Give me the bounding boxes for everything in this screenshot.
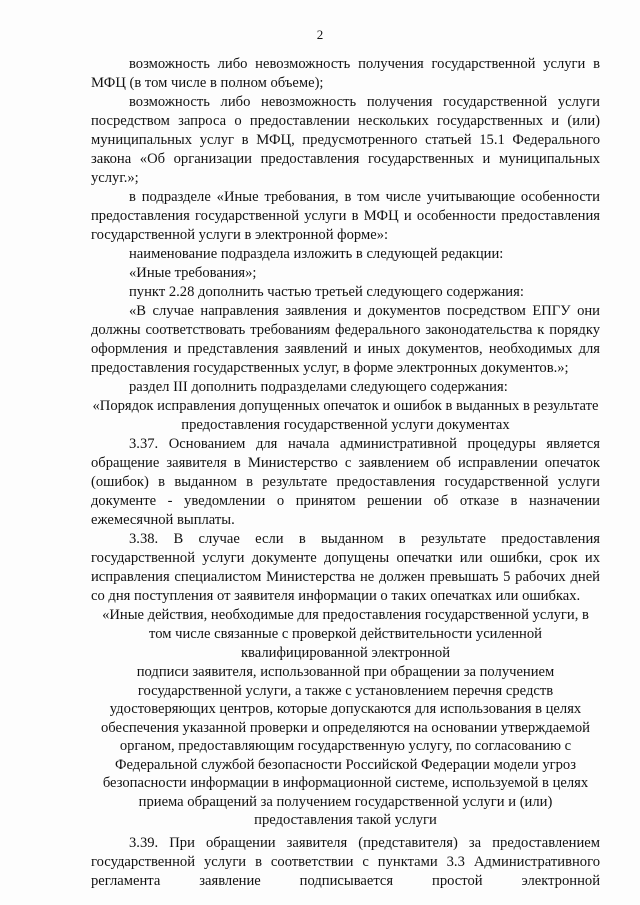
paragraph: 3.37. Основанием для начала административной процедуры является обращение заявителя в Министерство с заявлением об исправлении опечаток (ошибок) в выданном в результате предоставления государственной услуги документе - уведомлении о принятом решении об отказе в назначении ежемесячной выплаты. (91, 436, 600, 528)
subsection-heading-continued: подписи заявителя, использованной при обращении за получением государственной услуги, а также с установлением перечня средств удостоверяющих центров, которые допускаются для использования в целях обеспечения указанной проверки и определяются на основании утверждаемой органом, предоставляющим государственную услугу, по согласованию с Федеральной службой безопасности Российской Федерации модели угроз безопасности информации в информационной системе, используемой в целях приема обращений за получением государственной услуги и (или) предоставления такой услуги (100, 664, 590, 828)
paragraph: «Иные требования»; (129, 265, 257, 281)
paragraph: 3.39. При обращении заявителя (представителя) за предоставлением государственной услуги в соответствии с пунктами 3.3 Административного регламента заявление подписывается простой электронной (91, 834, 600, 889)
subsection-heading: «Порядок исправления допущенных опечаток и ошибок в выданных в результате предоставления государственной услуги документах (92, 398, 599, 433)
paragraph: 3.38. В случае если в выданном в результате предоставления государственной услуги документе допущены опечатки или ошибки, срок их исправления специалистом Министерства не должен превышать 5 рабочих дней со дня поступления от заявителя информации о таких опечатках или ошибках. (91, 531, 600, 604)
paragraph: раздел III дополнить подразделами следующего содержания: (129, 379, 508, 395)
paragraph: пункт 2.28 дополнить частью третьей следующего содержания: (129, 284, 524, 300)
paragraph: возможность либо невозможность получения государственной услуги посредством запроса о предоставлении нескольких государственных и (или) муниципальных услуг в МФЦ, предусмотренного статьей 15.1 Федерального закона «Об организации предоставления государственных и муниципальных услуг.»; (91, 94, 600, 186)
page-number: 2 (316, 27, 324, 42)
paragraph: в подразделе «Иные требования, в том числе учитывающие особенности предоставления государственной услуги в МФЦ и особенности предоставления государственной услуги в электронной форме»: (91, 189, 600, 243)
paragraph: наименование подраздела изложить в следующей редакции: (129, 246, 504, 262)
document-body (91, 55, 600, 891)
paragraph: «В случае направления заявления и документов посредством ЕПГУ они должны соответствовать требованиям федерального законодательства к порядку оформления и представления заявлений и иных документов, необходимых для предоставления государственных услуг, в форме электронных документов.»; (91, 303, 600, 376)
subsection-heading: «Иные действия, необходимые для предоставления государственной услуги, в том числе связанные с проверкой действительности усиленной квалифицированной электронной (102, 607, 589, 661)
paragraph: возможность либо невозможность получения государственной услуги в МФЦ (в том числе в полном объеме); (91, 56, 600, 91)
